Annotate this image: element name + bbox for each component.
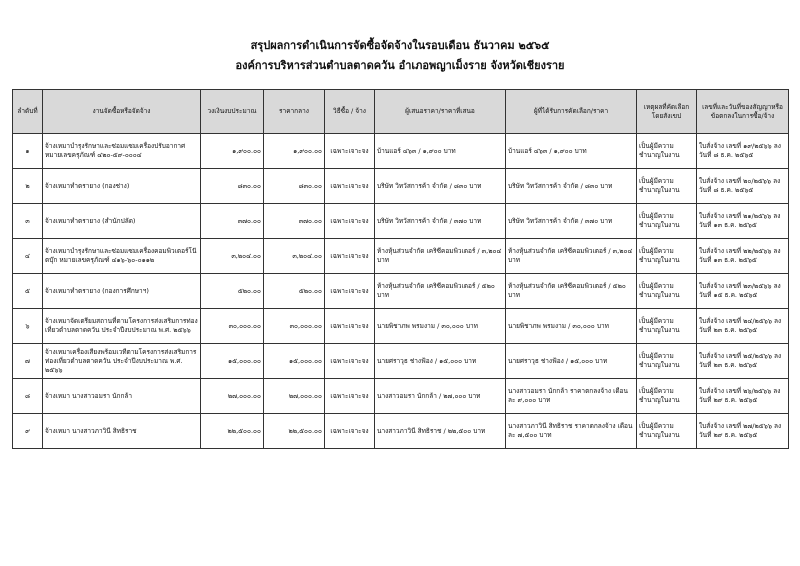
cell-budget: ๓๐,๐๐๐.๐๐ xyxy=(201,309,264,344)
table-row xyxy=(13,204,789,239)
cell-offers: ห้างหุ้นส่วนจำกัด เคริซีคอมพิวเตอร์ / ๕๒๐ บาท xyxy=(375,274,506,309)
cell-work: จ้างเหมา นางสาวภาวินี สิทธิราช xyxy=(43,414,201,449)
cell-contract: ใบสั่งจ้าง เลขที่ ๒๔/๒๕๖๖ ลงวันที่ ๒๓ ธ.ค. ๒๕๖๕ xyxy=(697,309,789,344)
cell-contract: ใบสั่งจ้าง เลขที่ ๒๕/๒๕๖๖ ลงวันที่ ๒๓ ธ.ค. ๒๕๖๕ xyxy=(697,344,789,379)
cell-no: ๒ xyxy=(13,169,43,204)
cell-offers: นางสาวภาวินี สิทธิราช / ๒๒,๕๐๐ บาท xyxy=(375,414,506,449)
cell-method: เฉพาะเจาะจง xyxy=(325,274,375,309)
cell-median: ๑๕,๐๐๐.๐๐ xyxy=(264,344,325,379)
cell-work: จ้างเหมาทำตรายาง (กองการศึกษาฯ) xyxy=(43,274,201,309)
procurement-table xyxy=(12,89,789,449)
cell-offers: นายพิชาภพ พรมงาม / ๓๐,๐๐๐ บาท xyxy=(375,309,506,344)
cell-reason: เป็นผู้มีความชำนาญในงาน xyxy=(637,134,697,169)
cell-method: เฉพาะเจาะจง xyxy=(325,169,375,204)
cell-winner: นายพิชาภพ พรมงาม / ๓๐,๐๐๐ บาท xyxy=(506,309,637,344)
cell-work: จ้างเหมาบำรุงรักษาและซ่อมแซมเครื่องคอมพิวเตอร์โน๊ตบุ๊ก หมายเลขครุภัณฑ์ ๔๑๖-๖๐-๐๑๑๒ xyxy=(43,239,201,274)
cell-offers: บริษัท วิทวัสการค้า จำกัด / ๘๓๐ บาท xyxy=(375,169,506,204)
header-method: วิธีซื้อ / จ้าง xyxy=(325,90,375,134)
cell-no: ๗ xyxy=(13,344,43,379)
cell-budget: ๒๒,๕๐๐.๐๐ xyxy=(201,414,264,449)
cell-contract: ใบสั่งจ้าง เลขที่ ๒๒/๒๕๖๖ ลงวันที่ ๑๓ ธ.ค. ๒๕๖๕ xyxy=(697,239,789,274)
header-budget: วงเงินงบประมาณ xyxy=(201,90,264,134)
cell-method: เฉพาะเจาะจง xyxy=(325,134,375,169)
cell-work: จ้างเหมาทำตรายาง (สำนักปลัด) xyxy=(43,204,201,239)
cell-reason: เป็นผู้มีความชำนาญในงาน xyxy=(637,204,697,239)
cell-median: ๒๒,๕๐๐.๐๐ xyxy=(264,414,325,449)
table-row xyxy=(13,169,789,204)
cell-median: ๓,๒๐๔.๐๐ xyxy=(264,239,325,274)
cell-no: ๓ xyxy=(13,204,43,239)
cell-work: จ้างเหมาทำตรายาง (กองช่าง) xyxy=(43,169,201,204)
cell-reason: เป็นผู้มีความชำนาญในงาน xyxy=(637,239,697,274)
cell-method: เฉพาะเจาะจง xyxy=(325,239,375,274)
table-row xyxy=(13,309,789,344)
cell-budget: ๓,๒๐๔.๐๐ xyxy=(201,239,264,274)
cell-reason: เป็นผู้มีความชำนาญในงาน xyxy=(637,344,697,379)
page-subtitle: องค์การบริหารส่วนตำบลตาดควัน อำเภอพญาเม็งราย จังหวัดเชียงราย xyxy=(235,59,565,72)
cell-winner: นายศราวุธ ช่างฟ้อง / ๑๕,๐๐๐ บาท xyxy=(506,344,637,379)
cell-no: ๕ xyxy=(13,274,43,309)
cell-no: ๑ xyxy=(13,134,43,169)
cell-winner: นางสาวภาวินี สิทธิราช ราคาตกลงจ้าง เดือนละ ๗,๕๐๐ บาท xyxy=(506,414,637,449)
header-winner: ผู้ที่ได้รับการคัดเลือก/ราคา xyxy=(506,90,637,134)
header-no: ลำดับที่ xyxy=(13,90,43,134)
cell-winner: ห้างหุ้นส่วนจำกัด เคริซีคอมพิวเตอร์ / ๓,๒๐๔ บาท xyxy=(506,239,637,274)
cell-work: จ้างเหมาเครื่องเสียงพร้อมเวทีตามโครงการส่งเสริมการท่องเที่ยวตำบลตาดควัน ประจำปีงบประมาณ พ.ศ. ๒๕๖๖ xyxy=(43,344,201,379)
cell-winner: บ้านแอร์ ๔๖๓ / ๑,๙๐๐ บาท xyxy=(506,134,637,169)
header-reason: เหตุผลที่คัดเลือกโดยสังเขป xyxy=(637,90,697,134)
cell-contract: ใบสั่งจ้าง เลขที่ ๒๐/๒๕๖๖ ลงวันที่ ๘ ธ.ค. ๒๕๖๕ xyxy=(697,169,789,204)
cell-budget: ๑,๙๐๐.๐๐ xyxy=(201,134,264,169)
page-title: สรุปผลการดำเนินการจัดซื้อจัดจ้างในรอบเดือน ธันวาคม ๒๕๖๕ xyxy=(250,39,550,52)
cell-reason: เป็นผู้มีความชำนาญในงาน xyxy=(637,414,697,449)
cell-budget: ๑๕,๐๐๐.๐๐ xyxy=(201,344,264,379)
cell-offers: ห้างหุ้นส่วนจำกัด เคริซีคอมพิวเตอร์ / ๓,๒๐๔ บาท xyxy=(375,239,506,274)
cell-work: จ้างเหมา นางสาวอมรา นักกล้า xyxy=(43,379,201,414)
cell-offers: นายศราวุธ ช่างฟ้อง / ๑๕,๐๐๐ บาท xyxy=(375,344,506,379)
cell-budget: ๒๗,๐๐๐.๐๐ xyxy=(201,379,264,414)
cell-median: ๕๒๐.๐๐ xyxy=(264,274,325,309)
header-contract: เลขที่และวันที่ของสัญญาหรือข้อตกลงในการซื้อ/จ้าง xyxy=(697,90,789,134)
cell-contract: ใบสั่งจ้าง เลขที่ ๑๙/๒๕๖๖ ลงวันที่ ๘ ธ.ค. ๒๕๖๕ xyxy=(697,134,789,169)
cell-offers: บ้านแอร์ ๔๖๓ / ๑,๙๐๐ บาท xyxy=(375,134,506,169)
cell-median: ๓๐,๐๐๐.๐๐ xyxy=(264,309,325,344)
cell-contract: ใบสั่งจ้าง เลขที่ ๒๗/๒๕๖๖ ลงวันที่ ๒๙ ธ.ค. ๒๕๖๕ xyxy=(697,414,789,449)
cell-no: ๘ xyxy=(13,379,43,414)
table-body xyxy=(13,134,789,449)
cell-reason: เป็นผู้มีความชำนาญในงาน xyxy=(637,169,697,204)
table-row xyxy=(13,379,789,414)
cell-winner: บริษัท วิทวัสการค้า จำกัด / ๓๗๐ บาท xyxy=(506,204,637,239)
table-row xyxy=(13,274,789,309)
cell-median: ๓๗๐.๐๐ xyxy=(264,204,325,239)
cell-median: ๒๗,๐๐๐.๐๐ xyxy=(264,379,325,414)
cell-method: เฉพาะเจาะจง xyxy=(325,414,375,449)
cell-budget: ๕๒๐.๐๐ xyxy=(201,274,264,309)
cell-reason: เป็นผู้มีความชำนาญในงาน xyxy=(637,309,697,344)
table-header-row xyxy=(13,90,789,134)
cell-offers: บริษัท วิทวัสการค้า จำกัด / ๓๗๐ บาท xyxy=(375,204,506,239)
cell-no: ๙ xyxy=(13,414,43,449)
cell-contract: ใบสั่งจ้าง เลขที่ ๒๓/๒๕๖๖ ลงวันที่ ๑๕ ธ.ค. ๒๕๖๕ xyxy=(697,274,789,309)
cell-contract: ใบสั่งจ้าง เลขที่ ๒๑/๒๕๖๖ ลงวันที่ ๑๓ ธ.ค. ๒๕๖๕ xyxy=(697,204,789,239)
cell-budget: ๘๓๐.๐๐ xyxy=(201,169,264,204)
table-row xyxy=(13,344,789,379)
cell-median: ๑,๙๐๐.๐๐ xyxy=(264,134,325,169)
cell-method: เฉพาะเจาะจง xyxy=(325,204,375,239)
cell-winner: ห้างหุ้นส่วนจำกัด เคริซีคอมพิวเตอร์ / ๕๒๐ บาท xyxy=(506,274,637,309)
cell-work: จ้างเหมาจัดเตรียมสถานที่ตามโครงการส่งเสริมการท่องเที่ยวตำบลตาดควัน ประจำปีงบประมาณ พ.ศ. ๒๕๖๖ xyxy=(43,309,201,344)
header-offers: ผู้เสนอราคา/ราคาที่เสนอ xyxy=(375,90,506,134)
cell-no: ๖ xyxy=(13,309,43,344)
cell-winner: นางสาวอมรา นักกล้า ราคาตกลงจ้าง เดือนละ ๙,๐๐๐ บาท xyxy=(506,379,637,414)
cell-offers: นางสาวอมรา นักกล้า / ๒๗,๐๐๐ บาท xyxy=(375,379,506,414)
cell-no: ๔ xyxy=(13,239,43,274)
cell-budget: ๓๗๐.๐๐ xyxy=(201,204,264,239)
cell-method: เฉพาะเจาะจง xyxy=(325,344,375,379)
header-median: ราคากลาง xyxy=(264,90,325,134)
cell-reason: เป็นผู้มีความชำนาญในงาน xyxy=(637,274,697,309)
cell-reason: เป็นผู้มีความชำนาญในงาน xyxy=(637,379,697,414)
cell-winner: บริษัท วิทวัสการค้า จำกัด / ๘๓๐ บาท xyxy=(506,169,637,204)
cell-contract: ใบสั่งจ้าง เลขที่ ๒๖/๒๕๖๖ ลงวันที่ ๒๙ ธ.ค. ๒๕๖๕ xyxy=(697,379,789,414)
cell-method: เฉพาะเจาะจง xyxy=(325,379,375,414)
cell-method: เฉพาะเจาะจง xyxy=(325,309,375,344)
table-row xyxy=(13,134,789,169)
cell-work: จ้างเหมาบำรุงรักษาและซ่อมแซมเครื่องปรับอากาศ หมายเลขครุภัณฑ์ ๔๒๐-๕๙-๐๐๐๔ xyxy=(43,134,201,169)
header-work: งานจัดซื้อหรือจัดจ้าง xyxy=(43,90,201,134)
table-row xyxy=(13,414,789,449)
table-row xyxy=(13,239,789,274)
cell-median: ๘๓๐.๐๐ xyxy=(264,169,325,204)
